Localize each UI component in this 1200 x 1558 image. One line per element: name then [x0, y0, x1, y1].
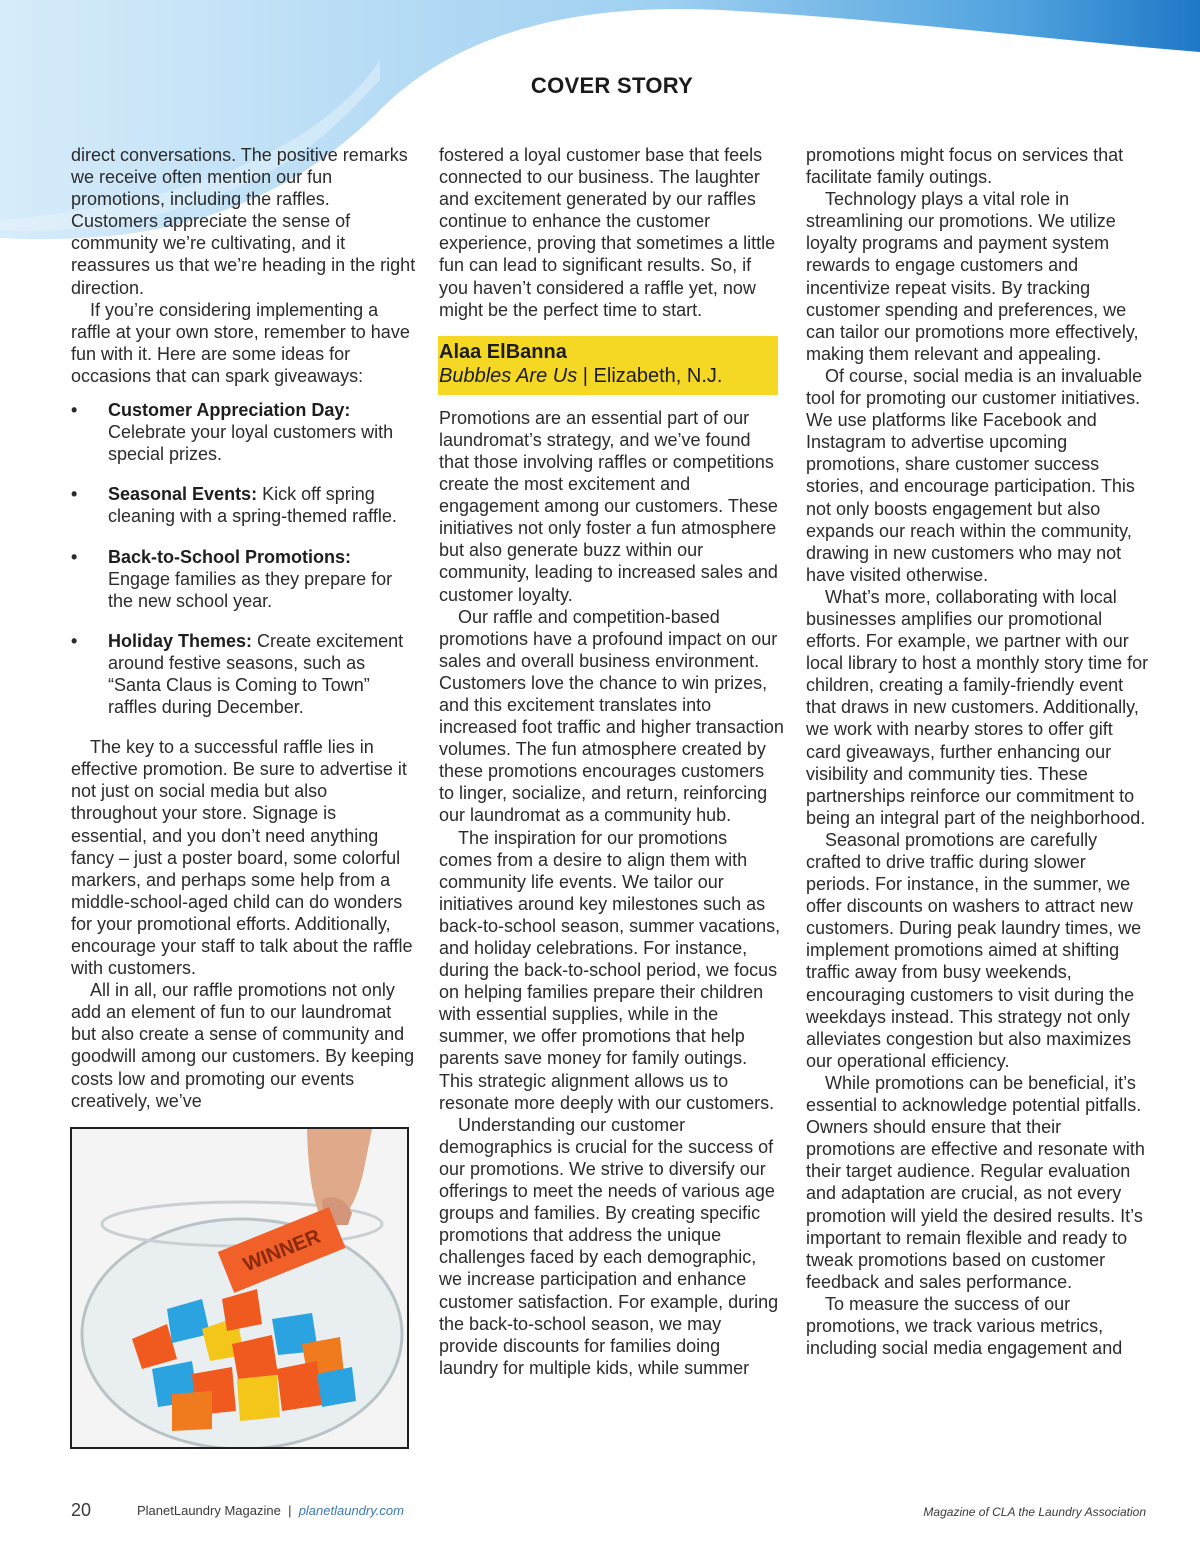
paragraph: While promotions can be beneficial, it’s essential to acknowledge potential pitfalls. Owners should ensure that their promotions are effective and resonate with their target audience. Regular evaluation and adaptation are crucial, as not every promotion will yield the desired results. It’s important to remain flexible and ready to tweak promotions based on customer feedback and sales performance. — [806, 1072, 1145, 1292]
bullet-icon: • — [71, 484, 78, 505]
bullet-icon: • — [71, 400, 78, 421]
profile-location: Elizabeth, N.J. — [593, 364, 723, 387]
footer-divider: | — [288, 1503, 292, 1518]
ideas-list — [71, 399, 416, 718]
paragraph: direct conversations. The positive remarks we receive often mention our fun promotions, including the raffles. Customers appreciate the sense of community we’re cultivating, and it reassures us that we’re heading in the right direction. — [71, 145, 416, 298]
profile-separator: | — [577, 364, 594, 387]
column-1 — [71, 144, 416, 1112]
section-title: COVER STORY — [530, 73, 694, 98]
paragraph: Seasonal promotions are carefully crafted to drive traffic during slower periods. For instance, in the summer, we offer discounts on washers to attract new customers. During peak laundry times, we implement promotions aimed at shifting traffic away from busy weekends, encouraging customers to visit during the weekdays instead. This strategy not only alleviates congestion but also maximizes our operational efficiency. — [806, 829, 1142, 1071]
magazine-name: PlanetLaundry Magazine — [137, 1503, 281, 1518]
list-item: • Customer Appreciation Day: Celebrate your loyal customers with special prizes. — [71, 400, 394, 465]
paragraph: Of course, social media is an invaluable tool for promoting our customer initiatives. We use platforms like Facebook and Instagram to advertise upcoming promotions, share customer success stories, and encourage participation. This not only boosts engagement but also expands our reach within the community, drawing in new customers who may not have visited otherwise. — [806, 365, 1143, 585]
paragraph: Promotions are an essential part of our laundromat’s strategy, and we’ve found that those involving raffles or competitions create the most excitement and engagement among our customers. These initiatives not only foster a fun atmosphere but also generate buzz within our community, leading to increased sales and customer loyalty. — [439, 407, 778, 605]
footer-association: Magazine of CLA the Laundry Association — [923, 1505, 1146, 1519]
raffle-bowl-illustration — [72, 1129, 407, 1447]
list-item: • Holiday Themes: Create excitement around festive seasons, such as “Santa Claus is Coming to Town” raffles during December. — [71, 630, 404, 718]
paragraph: fostered a loyal customer base that feels connected to our business. The laughter and excitement generated by our raffles continue to enhance the customer experience, proving that sometimes a little fun can lead to significant results. So, if you haven’t considered a raffle yet, now might be the perfect time to start. — [439, 145, 776, 320]
paragraph: Understanding our customer demographics is crucial for the success of our promotions. We strive to diversify our offerings to meet the needs of various age groups and families. By creating specific promotions that address the unique challenges faced by each demographic, we increase participation and enhance customer satisfaction. For example, during the back-to-school season, we may provide discounts for families doing laundry for multiple kids, while summer — [439, 1114, 779, 1378]
paragraph: To measure the success of our promotions, we track various metrics, including social media engagement and — [806, 1293, 1123, 1359]
raffle-bowl-photo — [70, 1127, 409, 1449]
footer-magazine — [137, 1503, 404, 1518]
paragraph: The inspiration for our promotions comes from a desire to align them with community life events. We tailor our initiatives around key milestones such as back-to-school season, summer vacations, and holiday celebrations. For instance, during the back-to-school period, we focus on helping families prepare their children with essential supplies, while in the summer, we offer promotions that help parents save money for family outings. This strategic alignment allows us to resonate more deeply with our customers. — [439, 827, 781, 1113]
profile-business-line — [439, 364, 770, 388]
winner-ticket-text: WINNER — [240, 1225, 324, 1277]
list-item: • Seasonal Events: Kick off spring cleaning with a spring-themed raffle. — [71, 484, 397, 527]
paragraph: Our raffle and competition-based promotions have a profound impact on our sales and overall business environment. Customers love the chance to win prizes, and this excitement translates into increased foot traffic and higher transaction volumes. The fun atmosphere created by these promotions encourages customers to linger, socialize, and return, reinforcing our laundromat as a community hub. — [439, 606, 784, 826]
profile-business: Bubbles Are Us — [439, 364, 578, 387]
column-3 — [806, 144, 1151, 1359]
paragraph: Technology plays a vital role in streamlining our promotions. We utilize loyalty programs and payment system rewards to engage customers and incentivize repeat visits. By tracking customer spending and preferences, we can tailor our promotions more effectively, making them relevant and appealing. — [806, 189, 1139, 364]
bullet-icon: • — [71, 630, 78, 651]
column-2 — [439, 144, 784, 1379]
page-number: 20 — [71, 1500, 92, 1520]
paragraph: All in all, our raffle promotions not only add an element of fun to our laundromat but also create a sense of community and goodwill among our customers. By keeping costs low and promoting our events creatively, we’ve — [71, 980, 415, 1111]
profile-name: Alaa ElBanna — [439, 340, 567, 363]
profile-highlight-box — [438, 336, 778, 395]
bullet-icon: • — [71, 546, 78, 567]
paragraph: promotions might focus on services that facilitate family outings. — [806, 145, 1124, 188]
magazine-url-link[interactable]: planetlaundry.com — [298, 1503, 404, 1518]
paragraph: The key to a successful raffle lies in effective promotion. Be sure to advertise it not just on social media but also throughout your store. Signage is essential, and you don’t need anything fancy – just a poster board, some colorful markers, and perhaps some help from a middle-school-aged child can do wonders for your promotional efforts. Additionally, encourage your staff to talk about the raffle with customers. — [71, 737, 413, 979]
paragraph: What’s more, collaborating with local businesses amplifies our promotional efforts. For example, we partner with our local library to host a monthly story time for children, creating a family-friendly event that draws in new customers. Additionally, we work with nearby stores to offer gift card giveaways, further enhancing our visibility and community ties. These partnerships reinforce our commitment to being an integral part of the neighborhood. — [806, 586, 1149, 828]
list-item: • Back-to-School Promotions: Engage families as they prepare for the new school year. — [71, 546, 393, 611]
paragraph: If you’re considering implementing a raffle at your own store, remember to have fun with it. Here are some ideas for occasions that can spark giveaways: — [71, 299, 410, 386]
